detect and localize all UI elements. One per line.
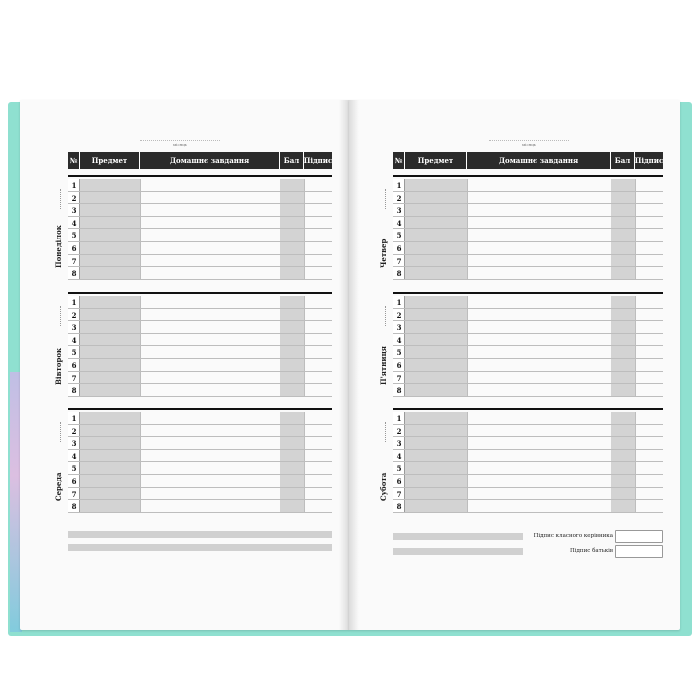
grade-cell[interactable] [280, 204, 304, 216]
lesson-number: 3 [396, 323, 402, 333]
lesson-number: 1 [396, 298, 402, 307]
subject-cell[interactable] [405, 242, 467, 254]
signature-bar-2 [393, 548, 523, 555]
grade-cell[interactable] [280, 372, 304, 384]
subject-cell[interactable] [80, 242, 140, 254]
grade-cell[interactable] [611, 267, 635, 279]
lesson-number: 4 [396, 218, 402, 228]
grade-cell[interactable] [611, 462, 635, 474]
notes-bar-2 [68, 544, 332, 551]
subject-cell[interactable] [405, 462, 467, 474]
subject-cell[interactable] [405, 334, 467, 346]
dates-label: місяць [489, 140, 569, 147]
subject-cell[interactable] [80, 296, 140, 308]
subject-cell[interactable] [80, 372, 140, 384]
grade-cell[interactable] [611, 359, 635, 371]
lesson-number: 2 [396, 193, 402, 203]
day-block [349, 408, 680, 515]
lesson-number: 5 [396, 464, 402, 474]
lesson-number: 3 [71, 439, 77, 449]
grade-cell[interactable] [611, 425, 635, 437]
lesson-number: 1 [71, 181, 77, 190]
diary-spread [8, 100, 692, 636]
lesson-number: 1 [71, 414, 77, 423]
day-separator [68, 175, 332, 177]
subject-cell[interactable] [80, 359, 140, 371]
subject-cell[interactable] [405, 475, 467, 487]
lesson-number: 5 [396, 348, 402, 358]
grade-cell[interactable] [611, 437, 635, 449]
subject-cell[interactable] [405, 309, 467, 321]
subject-cell[interactable] [80, 384, 140, 396]
lesson-number: 6 [396, 361, 402, 370]
col-no-header: № [393, 152, 405, 169]
lesson-number: 8 [71, 386, 77, 396]
grade-cell[interactable] [280, 346, 304, 358]
grade-cell[interactable] [611, 229, 635, 241]
grade-cell[interactable] [611, 217, 635, 229]
grade-cell[interactable] [280, 267, 304, 279]
lesson-number: 6 [396, 477, 402, 486]
subject-cell[interactable] [405, 267, 467, 279]
day-label: Субота [379, 472, 388, 501]
grade-cell[interactable] [611, 334, 635, 346]
subject-cell[interactable] [80, 475, 140, 487]
lesson-number: 4 [71, 335, 77, 345]
lesson-number: 2 [71, 426, 77, 436]
subject-cell[interactable] [80, 500, 140, 512]
grade-cell[interactable] [280, 229, 304, 241]
lesson-number: 3 [71, 206, 77, 216]
grade-cell[interactable] [280, 462, 304, 474]
subject-cell[interactable] [405, 346, 467, 358]
grade-cell[interactable] [280, 500, 304, 512]
day-label: Четвер [379, 238, 388, 268]
lesson-number: 7 [71, 256, 77, 266]
day-separator [68, 292, 332, 294]
lesson-number: 7 [71, 489, 77, 499]
subject-cell[interactable] [405, 359, 467, 371]
grade-cell[interactable] [280, 488, 304, 500]
grade-cell[interactable] [280, 217, 304, 229]
day-separator [393, 292, 663, 294]
col-homework-header: Домашнє завдання [140, 152, 280, 169]
subject-cell[interactable] [80, 309, 140, 321]
subject-cell[interactable] [80, 179, 140, 191]
lesson-number: 6 [71, 361, 77, 370]
subject-cell[interactable] [405, 204, 467, 216]
grade-cell[interactable] [280, 359, 304, 371]
grade-cell[interactable] [280, 412, 304, 424]
lesson-number: 5 [71, 464, 77, 474]
lesson-number: 1 [396, 181, 402, 190]
lesson-number: 2 [396, 310, 402, 320]
lesson-number: 5 [396, 231, 402, 241]
subject-cell[interactable] [405, 437, 467, 449]
lesson-number: 6 [71, 477, 77, 486]
day-block [20, 292, 349, 399]
grade-cell[interactable] [611, 346, 635, 358]
grade-cell[interactable] [611, 179, 635, 191]
grade-cell[interactable] [611, 204, 635, 216]
day-block [20, 408, 349, 515]
lesson-number: 6 [396, 244, 402, 253]
day-label: Середа [54, 472, 63, 501]
subject-cell[interactable] [405, 296, 467, 308]
subject-cell[interactable] [80, 229, 140, 241]
day-block [349, 175, 680, 282]
grade-cell[interactable] [280, 437, 304, 449]
col-signature-header: Підпис [303, 156, 333, 165]
subject-cell[interactable] [405, 192, 467, 204]
dates-label: місяць [140, 140, 220, 147]
grade-cell[interactable] [611, 296, 635, 308]
subject-cell[interactable] [80, 488, 140, 500]
subject-cell[interactable] [405, 488, 467, 500]
subject-cell[interactable] [80, 267, 140, 279]
grade-cell[interactable] [280, 450, 304, 462]
grade-cell[interactable] [280, 425, 304, 437]
grade-cell[interactable] [280, 321, 304, 333]
grade-cell[interactable] [611, 500, 635, 512]
grade-cell[interactable] [280, 384, 304, 396]
lesson-number: 7 [396, 489, 402, 499]
lesson-number: 8 [71, 269, 77, 279]
left-page [20, 100, 349, 630]
subject-cell[interactable] [80, 346, 140, 358]
subject-cell[interactable] [405, 321, 467, 333]
lesson-number: 2 [396, 426, 402, 436]
grade-cell[interactable] [280, 242, 304, 254]
subject-cell[interactable] [80, 334, 140, 346]
lesson-number: 1 [396, 414, 402, 423]
class-teacher-signature-box[interactable] [615, 530, 663, 543]
subject-cell[interactable] [405, 384, 467, 396]
col-no-header: № [68, 152, 80, 169]
grade-cell[interactable] [280, 192, 304, 204]
day-label: Вівторок [54, 347, 63, 385]
grade-cell[interactable] [611, 384, 635, 396]
subject-cell[interactable] [405, 425, 467, 437]
lesson-number: 8 [71, 502, 77, 512]
grade-cell[interactable] [611, 242, 635, 254]
grade-cell[interactable] [611, 475, 635, 487]
col-subject-header: Предмет [405, 152, 467, 169]
subject-cell[interactable] [80, 321, 140, 333]
grade-cell[interactable] [280, 179, 304, 191]
lesson-number: 2 [71, 193, 77, 203]
lesson-number: 7 [396, 256, 402, 266]
lesson-number: 2 [71, 310, 77, 320]
notes-bar-1 [68, 531, 332, 538]
lesson-number: 8 [396, 502, 402, 512]
subject-cell[interactable] [405, 450, 467, 462]
day-block [20, 175, 349, 282]
signature-bar-1 [393, 533, 523, 540]
grade-cell[interactable] [280, 309, 304, 321]
lesson-number: 7 [396, 373, 402, 383]
day-label: П'ятниця [379, 345, 388, 385]
lesson-number: 7 [71, 373, 77, 383]
grade-cell[interactable] [611, 412, 635, 424]
grade-cell[interactable] [611, 255, 635, 267]
col-signature-header: Підпис [634, 156, 664, 165]
subject-cell[interactable] [405, 255, 467, 267]
grade-cell[interactable] [611, 192, 635, 204]
lesson-number: 4 [396, 335, 402, 345]
day-separator [393, 175, 663, 177]
subject-cell[interactable] [80, 450, 140, 462]
grade-cell[interactable] [611, 321, 635, 333]
lesson-number: 5 [71, 231, 77, 241]
subject-cell[interactable] [80, 217, 140, 229]
lesson-number: 3 [71, 323, 77, 333]
grade-cell[interactable] [280, 334, 304, 346]
subject-cell[interactable] [80, 204, 140, 216]
grade-cell[interactable] [611, 309, 635, 321]
lesson-number: 8 [396, 386, 402, 396]
subject-cell[interactable] [80, 437, 140, 449]
subject-cell[interactable] [405, 372, 467, 384]
subject-cell[interactable] [405, 412, 467, 424]
lesson-number: 5 [71, 348, 77, 358]
grade-cell[interactable] [611, 488, 635, 500]
grade-cell[interactable] [280, 255, 304, 267]
parents-signature-label: Підпис батьків [569, 548, 613, 554]
parents-signature-box[interactable] [615, 545, 663, 558]
lesson-number: 4 [71, 218, 77, 228]
subject-cell[interactable] [80, 192, 140, 204]
subject-cell[interactable] [405, 217, 467, 229]
grade-cell[interactable] [280, 296, 304, 308]
col-subject-header: Предмет [80, 152, 140, 169]
left-table-header [68, 152, 332, 169]
grade-cell[interactable] [611, 372, 635, 384]
day-separator [393, 408, 663, 410]
grade-cell[interactable] [611, 450, 635, 462]
right-page [349, 100, 680, 630]
col-homework-header: Домашнє завдання [467, 152, 611, 169]
subject-cell[interactable] [80, 425, 140, 437]
lesson-number: 3 [396, 439, 402, 449]
day-label: Понеділок [54, 224, 63, 268]
lesson-number: 6 [71, 244, 77, 253]
subject-cell[interactable] [80, 412, 140, 424]
subject-cell[interactable] [80, 255, 140, 267]
lesson-number: 4 [396, 451, 402, 461]
grade-cell[interactable] [280, 475, 304, 487]
day-block [349, 292, 680, 399]
col-grade-header: Бал [280, 152, 304, 169]
subject-cell[interactable] [405, 179, 467, 191]
day-separator [68, 408, 332, 410]
lesson-number: 3 [396, 206, 402, 216]
subject-cell[interactable] [405, 229, 467, 241]
right-table-header [393, 152, 663, 169]
lesson-number: 8 [396, 269, 402, 279]
subject-cell[interactable] [405, 500, 467, 512]
lesson-number: 4 [71, 451, 77, 461]
col-grade-header: Бал [611, 152, 635, 169]
subject-cell[interactable] [80, 462, 140, 474]
lesson-number: 1 [71, 298, 77, 307]
class-teacher-signature-label: Підпис класного керівника [533, 533, 613, 539]
